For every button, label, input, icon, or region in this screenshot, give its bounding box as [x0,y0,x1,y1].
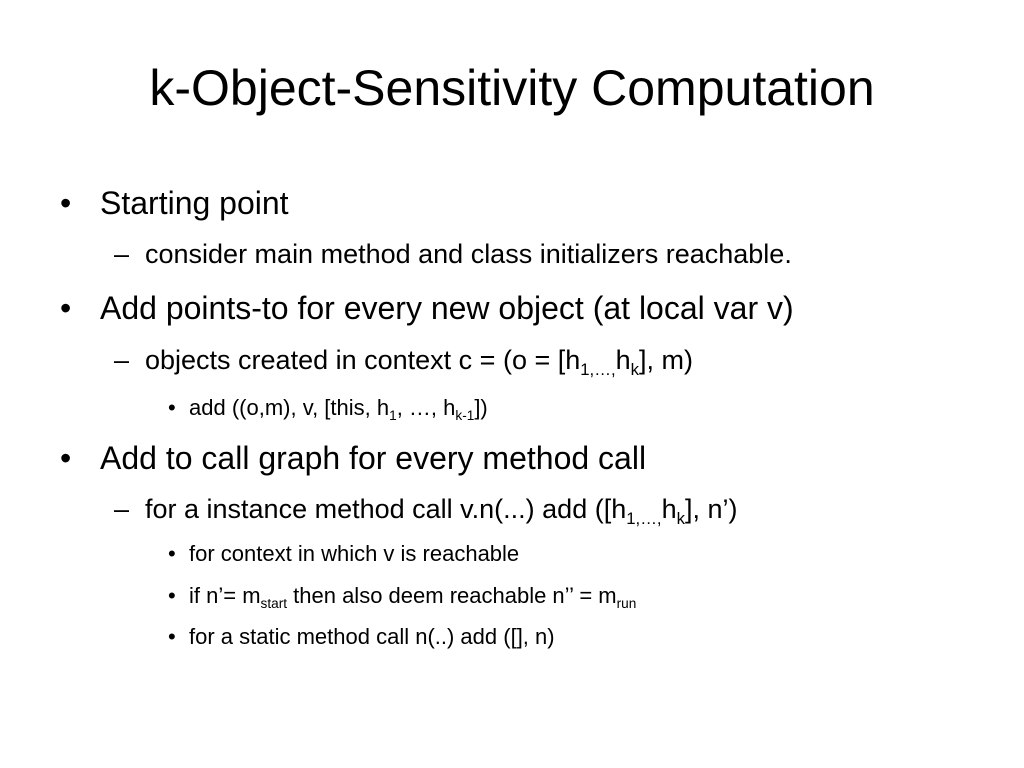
text-part: ]) [474,395,488,420]
bullet-marker: • [168,583,176,608]
subscript: run [616,595,637,611]
sub-sub-bullet-static-method-call: for a static method call n(..) add ([], n) [189,624,555,649]
sub-sub-bullet-if-start [189,583,637,611]
sub-bullet-consider-main: consider main method and class initializers reachable. [145,239,792,269]
text-part: objects created in context c = (o = [h [145,345,581,375]
dash-marker: – [114,239,130,269]
text-part: add ((o,m), v, [this, h [189,395,390,420]
dash-marker: – [114,345,130,375]
bullet-marker: • [168,624,176,649]
slide-title: k-Object-Sensitivity Computation [149,60,875,116]
text-part: for a instance method call v.n(...) add ([h [145,494,627,524]
subscript: k [676,508,685,528]
bullet-marker: • [168,541,176,566]
subscript: k [630,359,639,379]
bullet-marker: • [60,440,72,476]
subscript: 1,…, [580,359,616,379]
text-part: if n’= m [189,583,261,608]
bullet-marker: • [168,395,176,420]
subscript: 1,…, [626,508,662,528]
text-part: h [615,345,631,375]
text-part: , …, h [396,395,456,420]
bullet-starting-point: Starting point [100,185,289,221]
subscript: start [260,595,288,611]
dash-marker: – [114,494,130,524]
bullet-add-call-graph: Add to call graph for every method call [100,440,647,476]
text-part: then also deem reachable n’’ = m [287,583,617,608]
bullet-marker: • [60,290,72,326]
text-part: h [661,494,677,524]
sub-sub-bullet-add-this [189,395,488,423]
sub-bullet-objects-created [145,345,693,379]
text-part: ], m) [639,345,693,375]
subscript: k-1 [455,407,475,423]
subscript: 1 [389,407,397,423]
sub-bullet-instance-method-call [145,494,738,528]
bullet-add-points-to: Add points-to for every new object (at local var v) [100,290,794,326]
text-part: ], n’) [684,494,738,524]
sub-sub-bullet-context-reachable: for context in which v is reachable [189,541,520,566]
bullet-marker: • [60,185,72,221]
